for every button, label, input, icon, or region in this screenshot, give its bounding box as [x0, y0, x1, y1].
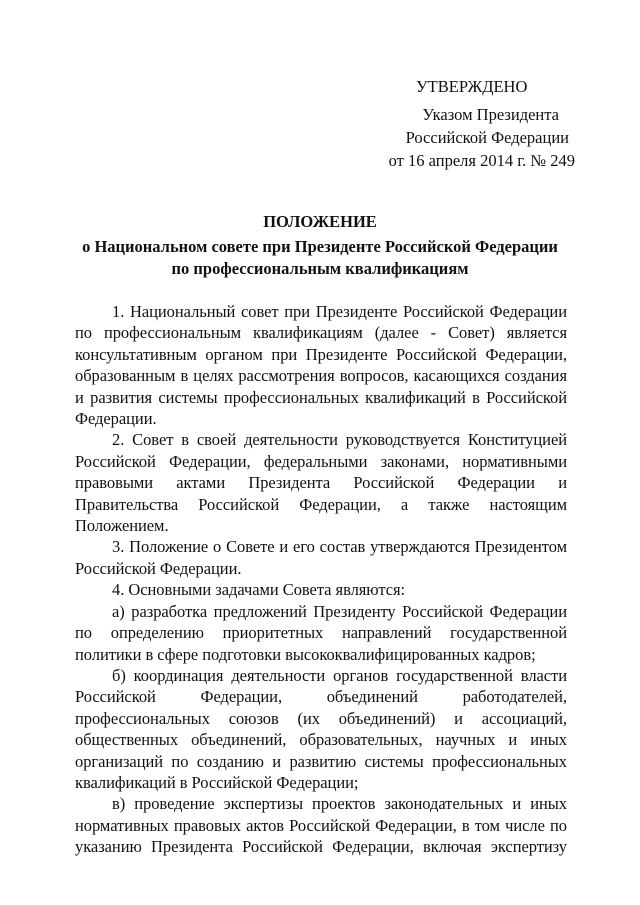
approval-decree-line: Указом Президента — [422, 105, 559, 124]
document-body — [75, 301, 567, 858]
paragraph-2: 2. Совет в своей деятельности руководствуется Конституцией Российской Федерации, федеральными законами, нормативными правовыми актами Президента Российской Федерации и Правительства Российской Федерации, а также настоящим Положением. — [75, 430, 567, 536]
approval-date-line: от 16 апреля 2014 г. № 249 — [388, 151, 575, 170]
document-subtitle-line-1: о Национальном совете при Президенте Российской Федерации — [82, 237, 558, 256]
paragraph-4: 4. Основными задачами Совета являются: — [112, 580, 406, 600]
document-subtitle-line-2: по профессиональным квалификациям — [171, 259, 469, 278]
paragraph-4b: б) координация деятельности органов государственной власти Российской Федерации, объединений работодателей, профессиональных союзов (их объединений) и ассоциаций, общественных объединений, образовательных, научных и иных организаций по созданию и развитию системы профессиональных квалификаций в Российской Федерации; — [75, 665, 567, 792]
document-title: ПОЛОЖЕНИЕ — [263, 212, 377, 231]
paragraph-4a: а) разработка предложений Президенту Российской Федерации по определению приоритетных направлений государственной политики в сфере подготовки высококвалифицированных кадров; — [75, 601, 567, 664]
paragraph-1: 1. Национальный совет при Президенте Российской Федерации по профессиональным квалификациям (далее - Совет) является консультативным органом при Президенте Российской Федерации, образованным в целях рассмотрения вопросов, касающихся создания и развития системы профессиональных квалификаций в Российской Федерации. — [75, 302, 567, 429]
approved-label: УТВЕРЖДЕНО — [416, 77, 528, 96]
paragraph-3: 3. Положение о Совете и его состав утверждаются Президентом Российской Федерации. — [75, 537, 567, 578]
paragraph-4c: в) проведение экспертизы проектов законодательных и иных нормативных правовых актов Российской Федерации, в том числе по указанию Президента Российской Федерации, включая экспертизу — [75, 794, 567, 857]
approval-federation-line: Российской Федерации — [405, 128, 569, 147]
